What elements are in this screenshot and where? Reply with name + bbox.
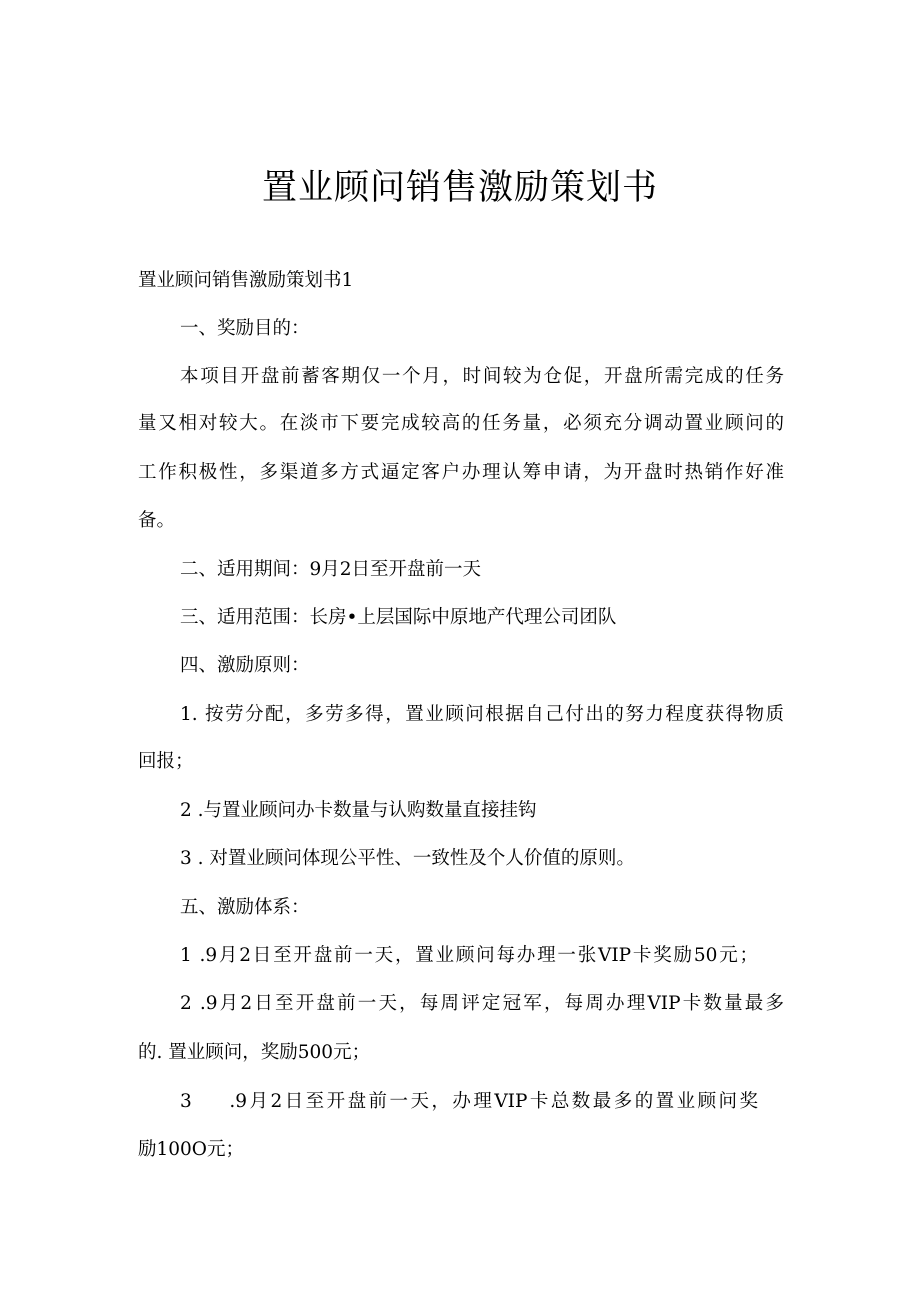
section-heading-period: 二、适用期间：9月2日至开盘前一天 [180, 559, 482, 580]
section-heading-purpose: 一、奖励目的： [180, 318, 310, 339]
list-item-continuation: 的. 置业顾问，奖励500元； [138, 1042, 371, 1063]
list-item: 2 .与置业顾问办卡数量与认购数量直接挂钩 [180, 800, 537, 821]
paragraph-line: 工作积极性，多渠道多方式逼定客户办理认筹申请，为开盘时热销作好准 [138, 462, 784, 483]
list-item: 3 .9月2日至开盘前一天，办理VIP卡总数最多的置业顾问奖 [180, 1091, 758, 1112]
section-heading-scope: 三、适用范围：长房•上层国际中原地产代理公司团队 [180, 607, 617, 628]
list-item: 3 . 对置业顾问体现公平性、一致性及个人价值的原则。 [180, 848, 635, 869]
section-heading-incentive-system: 五、激励体系： [180, 897, 310, 918]
list-item: 2 .9月2日至开盘前一天，每周评定冠军，每周办理VIP卡数量最多 [180, 993, 784, 1014]
paragraph-line: 本项目开盘前蓄客期仅一个月，时间较为仓促，开盘所需完成的任务 [180, 366, 784, 387]
paragraph-line: 备。 [138, 510, 176, 531]
document-title: 置业顾问销售激励策划书 [261, 168, 658, 208]
list-item: 1 .9月2日至开盘前一天，置业顾问每办理一张VIP卡奖励50元； [180, 945, 758, 966]
list-item-continuation: 励100O元； [138, 1139, 244, 1160]
section-heading-principles: 四、激励原则： [180, 655, 310, 676]
paragraph-line: 量又相对较大。在淡市下要完成较高的任务量，必须充分调动置业顾问的 [138, 413, 784, 434]
document-subtitle: 置业顾问销售激励策划书1 [138, 270, 354, 291]
list-item-continuation: 回报； [138, 751, 194, 772]
list-item: 1. 按劳分配，多劳多得，置业顾问根据自己付出的努力程度获得物质 [180, 704, 784, 725]
